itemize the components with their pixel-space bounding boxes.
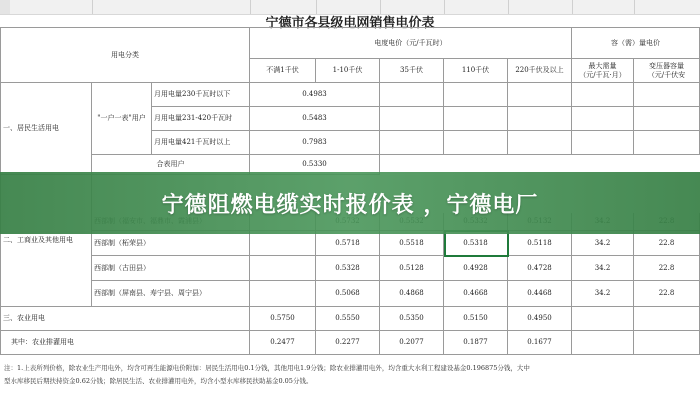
header-category[interactable]: 用电分类 — [0, 27, 250, 83]
cell-empty[interactable] — [380, 107, 444, 131]
value-irrigation-1-10[interactable]: 0.2277 — [316, 331, 380, 355]
value-zherong-1-10[interactable]: 0.5718 — [316, 231, 380, 256]
value-tier1[interactable]: 0.4983 — [250, 83, 380, 107]
promo-banner-text: 宁德阻燃电缆实时报价表 ，宁德电厂 — [161, 192, 539, 218]
cell-empty[interactable] — [444, 107, 508, 131]
cell-empty[interactable] — [380, 131, 444, 155]
value-gutian-max-demand[interactable]: 34.2 — [572, 256, 634, 281]
value-gutian-220[interactable]: 0.4728 — [508, 256, 572, 281]
row-label-gutian[interactable]: 西部制（古田县） — [92, 256, 250, 281]
header-transformer-capacity[interactable]: 变压器容量 （元/千伏安 — [634, 59, 700, 83]
value-irrigation-35[interactable]: 0.2077 — [380, 331, 444, 355]
row-label-agriculture[interactable]: 三、农业用电 — [0, 307, 250, 331]
cell-empty[interactable] — [634, 83, 700, 107]
header-voltage-1-10kv[interactable]: 1-10千伏 — [316, 59, 380, 83]
value-pingnan-110[interactable]: 0.4668 — [444, 281, 508, 307]
value-pingnan-lt1[interactable] — [250, 281, 316, 307]
row-label-irrigation[interactable]: 其中：农业排灌用电 — [0, 331, 250, 355]
header-voltage-220kv[interactable]: 220千伏及以上 — [508, 59, 572, 83]
value-zherong-110[interactable]: 0.5318 — [444, 231, 508, 256]
row-label-residential[interactable]: 一、居民生活用电 — [0, 83, 92, 175]
cell-empty[interactable] — [444, 131, 508, 155]
footnote-line-1: 注：1.上表所列价格，除农业生产用电外，均含可再生能源电价附加：居民生活用电0.1分钱，其他用电1.9分钱；除农业排灌用电外，均含重大水利工程建设基金0.196875分钱，大中 — [4, 364, 530, 372]
value-zherong-max-demand[interactable]: 34.2 — [572, 231, 634, 256]
value-irrigation-max-demand[interactable] — [572, 331, 634, 355]
cell-empty[interactable] — [634, 131, 700, 155]
row-label-one-meter[interactable]: "一户一表"用户 — [92, 83, 152, 155]
value-zherong-transformer[interactable]: 22.8 — [634, 231, 700, 256]
cell-empty[interactable] — [508, 131, 572, 155]
value-agri-lt1[interactable]: 0.5750 — [250, 307, 316, 331]
value-gutian-35[interactable]: 0.5128 — [380, 256, 444, 281]
value-agri-220[interactable]: 0.4950 — [508, 307, 572, 331]
cell-empty[interactable] — [508, 83, 572, 107]
value-tier2[interactable]: 0.5483 — [250, 107, 380, 131]
value-pingnan-1-10[interactable]: 0.5068 — [316, 281, 380, 307]
value-zherong-lt1[interactable] — [250, 231, 316, 256]
cell-empty[interactable] — [572, 107, 634, 131]
cell-empty[interactable] — [380, 83, 444, 107]
value-irrigation-transformer[interactable] — [634, 331, 700, 355]
row-label-zherong[interactable]: 西部制（柘荣县） — [92, 231, 250, 256]
row-label-tier2[interactable]: 月用电量231-420千瓦时 — [152, 107, 250, 131]
cell-empty[interactable] — [444, 83, 508, 107]
value-pingnan-220[interactable]: 0.4468 — [508, 281, 572, 307]
header-voltage-110kv[interactable]: 110千伏 — [444, 59, 508, 83]
header-voltage-35kv[interactable]: 35千伏 — [380, 59, 444, 83]
cell-empty[interactable] — [572, 83, 634, 107]
value-agri-35[interactable]: 0.5350 — [380, 307, 444, 331]
value-agri-transformer[interactable] — [634, 307, 700, 331]
value-gutian-110[interactable]: 0.4928 — [444, 256, 508, 281]
row-label-tier1[interactable]: 月用电量230千瓦时以下 — [152, 83, 250, 107]
row-label-tier3[interactable]: 月用电量421千瓦时以上 — [152, 131, 250, 155]
value-zherong-220[interactable]: 0.5118 — [508, 231, 572, 256]
value-zherong-35[interactable]: 0.5518 — [380, 231, 444, 256]
page-title: 宁德市各县级电网销售电价表 — [265, 16, 435, 31]
value-agri-1-10[interactable]: 0.5550 — [316, 307, 380, 331]
value-agri-max-demand[interactable] — [572, 307, 634, 331]
value-pingnan-max-demand[interactable]: 34.2 — [572, 281, 634, 307]
header-capacity[interactable]: 容（需）量电价 — [572, 27, 700, 59]
header-tariff[interactable]: 电度电价（元/千瓦时） — [250, 27, 572, 59]
value-pingnan-transformer[interactable]: 22.8 — [634, 281, 700, 307]
header-max-demand[interactable]: 最大需量 （元/千瓦·月） — [572, 59, 634, 83]
row-label-pingnan[interactable]: 西部制（屏南县、寿宁县、周宁县） — [92, 281, 250, 307]
value-shared-meter[interactable]: 0.5330 — [250, 155, 380, 175]
promo-banner — [0, 172, 700, 234]
header-voltage-lt1kv[interactable]: 不满1千伏 — [250, 59, 316, 83]
value-irrigation-lt1[interactable]: 0.2477 — [250, 331, 316, 355]
row-label-industrial[interactable]: 二、工商业及其他用电 — [0, 175, 92, 307]
value-tier3[interactable]: 0.7983 — [250, 131, 380, 155]
value-agri-110[interactable]: 0.5150 — [444, 307, 508, 331]
active-cell-selection[interactable] — [444, 230, 509, 257]
value-pingnan-35[interactable]: 0.4868 — [380, 281, 444, 307]
value-gutian-transformer[interactable]: 22.8 — [634, 256, 700, 281]
cell-empty[interactable] — [572, 131, 634, 155]
footnote-line-2: 型水库移民后期扶持资金0.62分钱；除居民生活、农业排灌用电外，均含小型水库移民扶助基金0.05分钱。 — [4, 377, 313, 385]
value-irrigation-110[interactable]: 0.1877 — [444, 331, 508, 355]
value-gutian-1-10[interactable]: 0.5328 — [316, 256, 380, 281]
row-label-shared-meter[interactable]: 合表用户 — [92, 155, 250, 175]
cell-empty[interactable] — [634, 107, 700, 131]
value-irrigation-220[interactable]: 0.1677 — [508, 331, 572, 355]
value-gutian-lt1[interactable] — [250, 256, 316, 281]
cell-empty[interactable] — [508, 107, 572, 131]
